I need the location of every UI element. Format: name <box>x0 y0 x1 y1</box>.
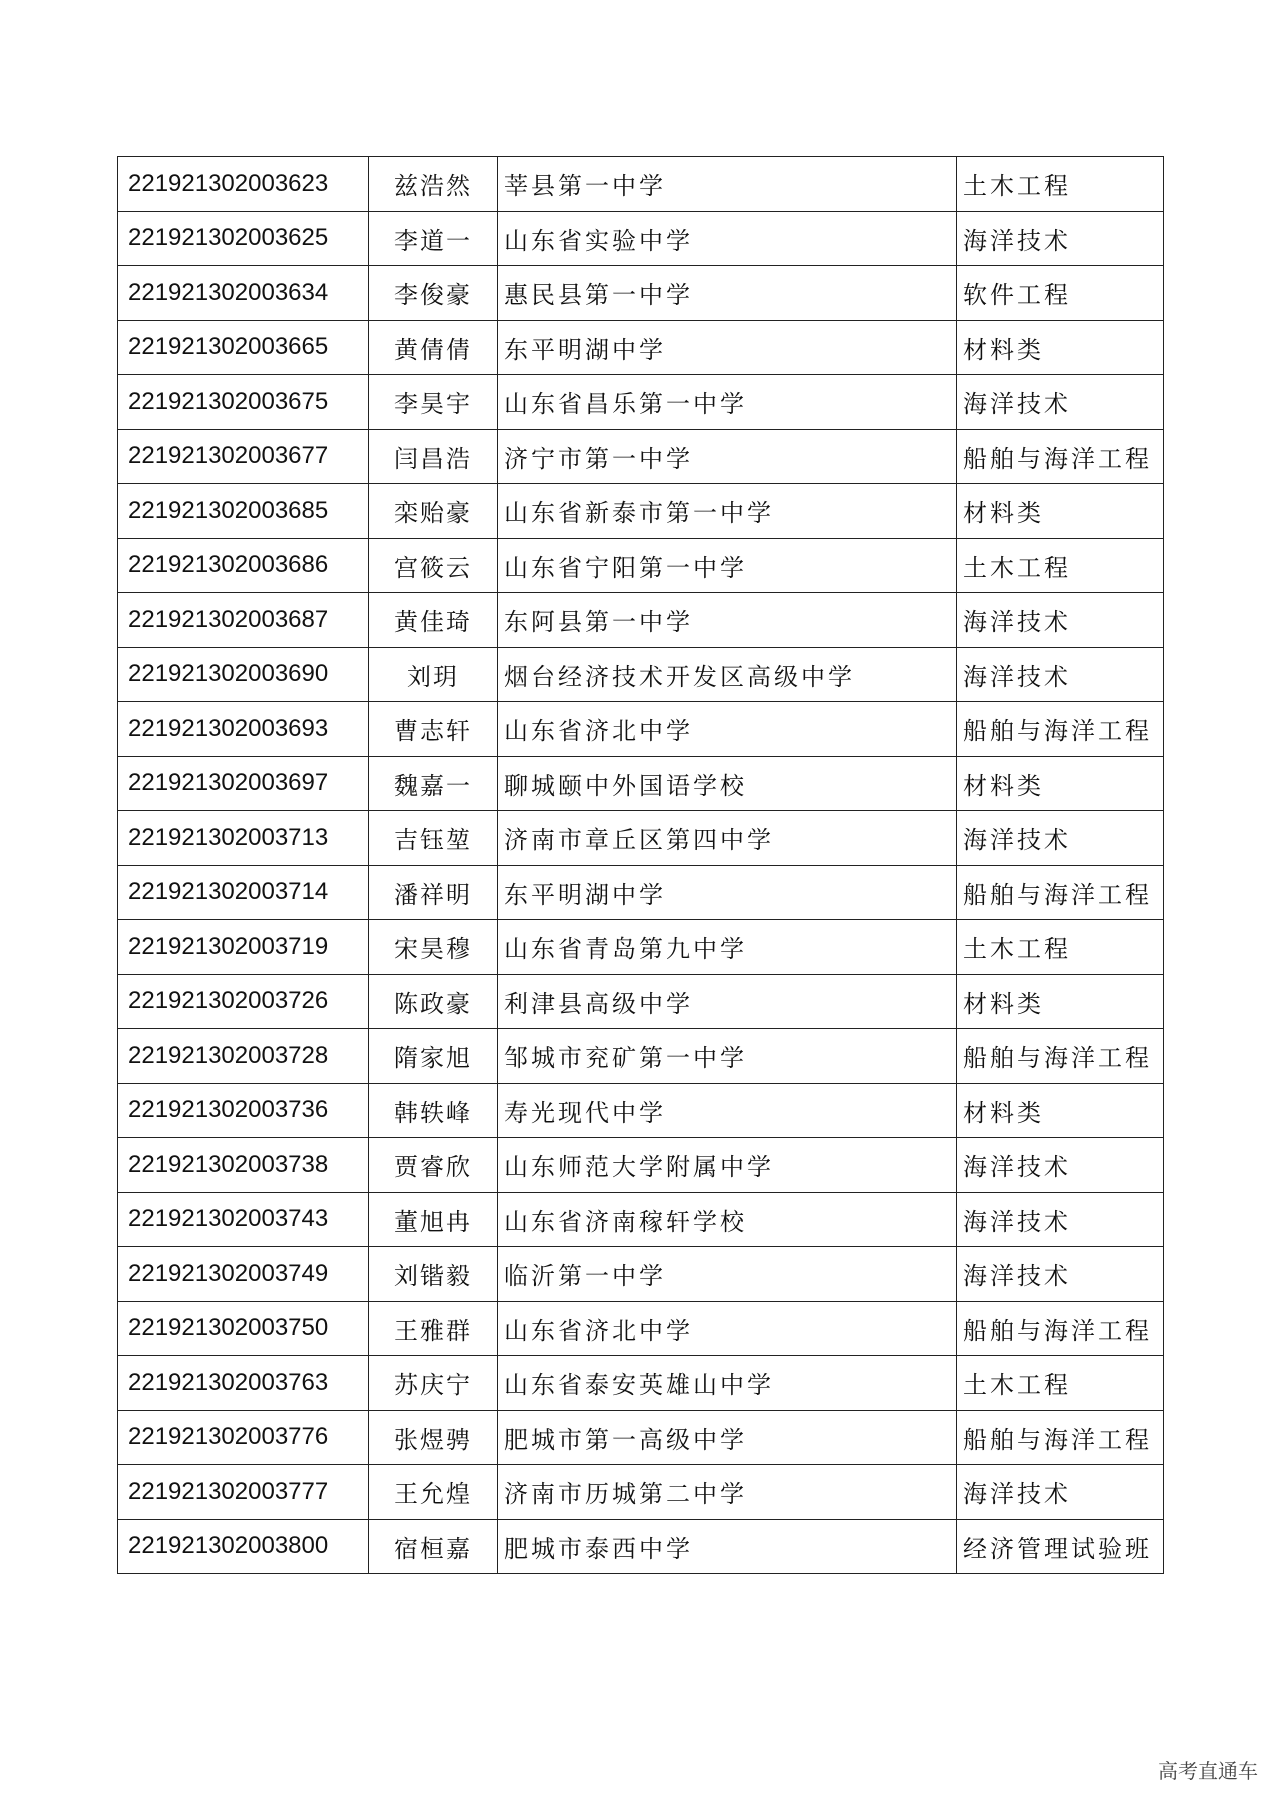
major-cell: 船舶与海洋工程 <box>957 1029 1164 1084</box>
table-row <box>118 1138 1164 1193</box>
candidate-id-cell: 221921302003800 <box>118 1519 369 1574</box>
table-row <box>118 1083 1164 1138</box>
student-name-cell: 王允煌 <box>369 1465 498 1520</box>
candidate-id-cell: 221921302003713 <box>118 811 369 866</box>
table-row <box>118 865 1164 920</box>
major-cell: 材料类 <box>957 484 1164 539</box>
major-cell: 材料类 <box>957 756 1164 811</box>
school-cell: 济南市历城第二中学 <box>498 1465 957 1520</box>
major-cell: 材料类 <box>957 1083 1164 1138</box>
candidate-id-cell: 221921302003623 <box>118 157 369 212</box>
table-row <box>118 320 1164 375</box>
table-row <box>118 1465 1164 1520</box>
major-cell: 材料类 <box>957 320 1164 375</box>
student-name-cell: 魏嘉一 <box>369 756 498 811</box>
major-cell: 海洋技术 <box>957 211 1164 266</box>
table-row <box>118 375 1164 430</box>
table-row <box>118 1301 1164 1356</box>
school-cell: 山东省济北中学 <box>498 1301 957 1356</box>
candidate-id-cell: 221921302003693 <box>118 702 369 757</box>
major-cell: 海洋技术 <box>957 811 1164 866</box>
table-row <box>118 157 1164 212</box>
student-name-cell: 李昊宇 <box>369 375 498 430</box>
major-cell: 船舶与海洋工程 <box>957 429 1164 484</box>
school-cell: 寿光现代中学 <box>498 1083 957 1138</box>
major-cell: 船舶与海洋工程 <box>957 1410 1164 1465</box>
student-name-cell: 栾贻豪 <box>369 484 498 539</box>
school-cell: 肥城市泰西中学 <box>498 1519 957 1574</box>
major-cell: 材料类 <box>957 974 1164 1029</box>
school-cell: 聊城颐中外国语学校 <box>498 756 957 811</box>
school-cell: 东阿县第一中学 <box>498 593 957 648</box>
major-cell: 土木工程 <box>957 538 1164 593</box>
major-cell: 土木工程 <box>957 1356 1164 1411</box>
candidate-id-cell: 221921302003719 <box>118 920 369 975</box>
student-name-cell: 宫筱云 <box>369 538 498 593</box>
table-row <box>118 1356 1164 1411</box>
student-name-cell: 董旭冉 <box>369 1192 498 1247</box>
school-cell: 烟台经济技术开发区高级中学 <box>498 647 957 702</box>
table-row <box>118 1519 1164 1574</box>
school-cell: 山东省济南稼轩学校 <box>498 1192 957 1247</box>
table-row <box>118 429 1164 484</box>
school-cell: 邹城市兖矿第一中学 <box>498 1029 957 1084</box>
major-cell: 海洋技术 <box>957 1247 1164 1302</box>
student-name-cell: 隋家旭 <box>369 1029 498 1084</box>
candidate-id-cell: 221921302003677 <box>118 429 369 484</box>
candidate-id-cell: 221921302003675 <box>118 375 369 430</box>
candidate-id-cell: 221921302003749 <box>118 1247 369 1302</box>
candidate-id-cell: 221921302003714 <box>118 865 369 920</box>
candidate-id-cell: 221921302003743 <box>118 1192 369 1247</box>
major-cell: 土木工程 <box>957 920 1164 975</box>
table-row <box>118 1029 1164 1084</box>
school-cell: 山东省宁阳第一中学 <box>498 538 957 593</box>
major-cell: 海洋技术 <box>957 1465 1164 1520</box>
major-cell: 海洋技术 <box>957 1192 1164 1247</box>
student-name-cell: 李俊豪 <box>369 266 498 321</box>
student-name-cell: 曹志轩 <box>369 702 498 757</box>
table-row <box>118 811 1164 866</box>
watermark-text: 高考直通车 <box>1158 1759 1258 1783</box>
table-row <box>118 647 1164 702</box>
table-row <box>118 538 1164 593</box>
major-cell: 海洋技术 <box>957 375 1164 430</box>
major-cell: 海洋技术 <box>957 593 1164 648</box>
student-name-cell: 潘祥明 <box>369 865 498 920</box>
school-cell: 山东省济北中学 <box>498 702 957 757</box>
table-row <box>118 756 1164 811</box>
school-cell: 山东省昌乐第一中学 <box>498 375 957 430</box>
major-cell: 海洋技术 <box>957 1138 1164 1193</box>
candidate-id-cell: 221921302003687 <box>118 593 369 648</box>
student-name-cell: 苏庆宁 <box>369 1356 498 1411</box>
major-cell: 经济管理试验班 <box>957 1519 1164 1574</box>
student-name-cell: 贾睿欣 <box>369 1138 498 1193</box>
admission-list-table <box>117 156 1164 1574</box>
candidate-id-cell: 221921302003685 <box>118 484 369 539</box>
candidate-id-cell: 221921302003763 <box>118 1356 369 1411</box>
school-cell: 山东师范大学附属中学 <box>498 1138 957 1193</box>
candidate-id-cell: 221921302003776 <box>118 1410 369 1465</box>
table-row <box>118 266 1164 321</box>
candidate-id-cell: 221921302003736 <box>118 1083 369 1138</box>
school-cell: 惠民县第一中学 <box>498 266 957 321</box>
major-cell: 船舶与海洋工程 <box>957 865 1164 920</box>
school-cell: 东平明湖中学 <box>498 320 957 375</box>
school-cell: 肥城市第一高级中学 <box>498 1410 957 1465</box>
school-cell: 东平明湖中学 <box>498 865 957 920</box>
student-name-cell: 刘锴毅 <box>369 1247 498 1302</box>
candidate-id-cell: 221921302003777 <box>118 1465 369 1520</box>
candidate-id-cell: 221921302003738 <box>118 1138 369 1193</box>
candidate-id-cell: 221921302003697 <box>118 756 369 811</box>
student-name-cell: 黄佳琦 <box>369 593 498 648</box>
student-name-cell: 刘玥 <box>369 647 498 702</box>
candidate-id-cell: 221921302003625 <box>118 211 369 266</box>
school-cell: 临沂第一中学 <box>498 1247 957 1302</box>
major-cell: 土木工程 <box>957 157 1164 212</box>
student-name-cell: 陈政豪 <box>369 974 498 1029</box>
student-name-cell: 李道一 <box>369 211 498 266</box>
table-row <box>118 1410 1164 1465</box>
school-cell: 山东省青岛第九中学 <box>498 920 957 975</box>
school-cell: 山东省新泰市第一中学 <box>498 484 957 539</box>
table-body <box>118 157 1164 1574</box>
school-cell: 山东省实验中学 <box>498 211 957 266</box>
student-name-cell: 宋昊穆 <box>369 920 498 975</box>
candidate-id-cell: 221921302003690 <box>118 647 369 702</box>
table-row <box>118 920 1164 975</box>
student-name-cell: 黄倩倩 <box>369 320 498 375</box>
student-name-cell: 闫昌浩 <box>369 429 498 484</box>
student-name-cell: 兹浩然 <box>369 157 498 212</box>
student-name-cell: 张煜骋 <box>369 1410 498 1465</box>
school-cell: 济南市章丘区第四中学 <box>498 811 957 866</box>
student-name-cell: 吉钰堃 <box>369 811 498 866</box>
candidate-id-cell: 221921302003728 <box>118 1029 369 1084</box>
table-row <box>118 1192 1164 1247</box>
major-cell: 船舶与海洋工程 <box>957 1301 1164 1356</box>
candidate-id-cell: 221921302003750 <box>118 1301 369 1356</box>
school-cell: 利津县高级中学 <box>498 974 957 1029</box>
candidate-id-cell: 221921302003726 <box>118 974 369 1029</box>
table-row <box>118 211 1164 266</box>
major-cell: 海洋技术 <box>957 647 1164 702</box>
student-name-cell: 宿桓嘉 <box>369 1519 498 1574</box>
student-name-cell: 韩轶峰 <box>369 1083 498 1138</box>
student-name-cell: 王雅群 <box>369 1301 498 1356</box>
candidate-id-cell: 221921302003665 <box>118 320 369 375</box>
major-cell: 软件工程 <box>957 266 1164 321</box>
admission-list-table-container <box>117 156 1164 1574</box>
table-row <box>118 484 1164 539</box>
table-row <box>118 702 1164 757</box>
table-row <box>118 1247 1164 1302</box>
table-row <box>118 593 1164 648</box>
school-cell: 山东省泰安英雄山中学 <box>498 1356 957 1411</box>
candidate-id-cell: 221921302003634 <box>118 266 369 321</box>
school-cell: 莘县第一中学 <box>498 157 957 212</box>
candidate-id-cell: 221921302003686 <box>118 538 369 593</box>
school-cell: 济宁市第一中学 <box>498 429 957 484</box>
major-cell: 船舶与海洋工程 <box>957 702 1164 757</box>
table-row <box>118 974 1164 1029</box>
